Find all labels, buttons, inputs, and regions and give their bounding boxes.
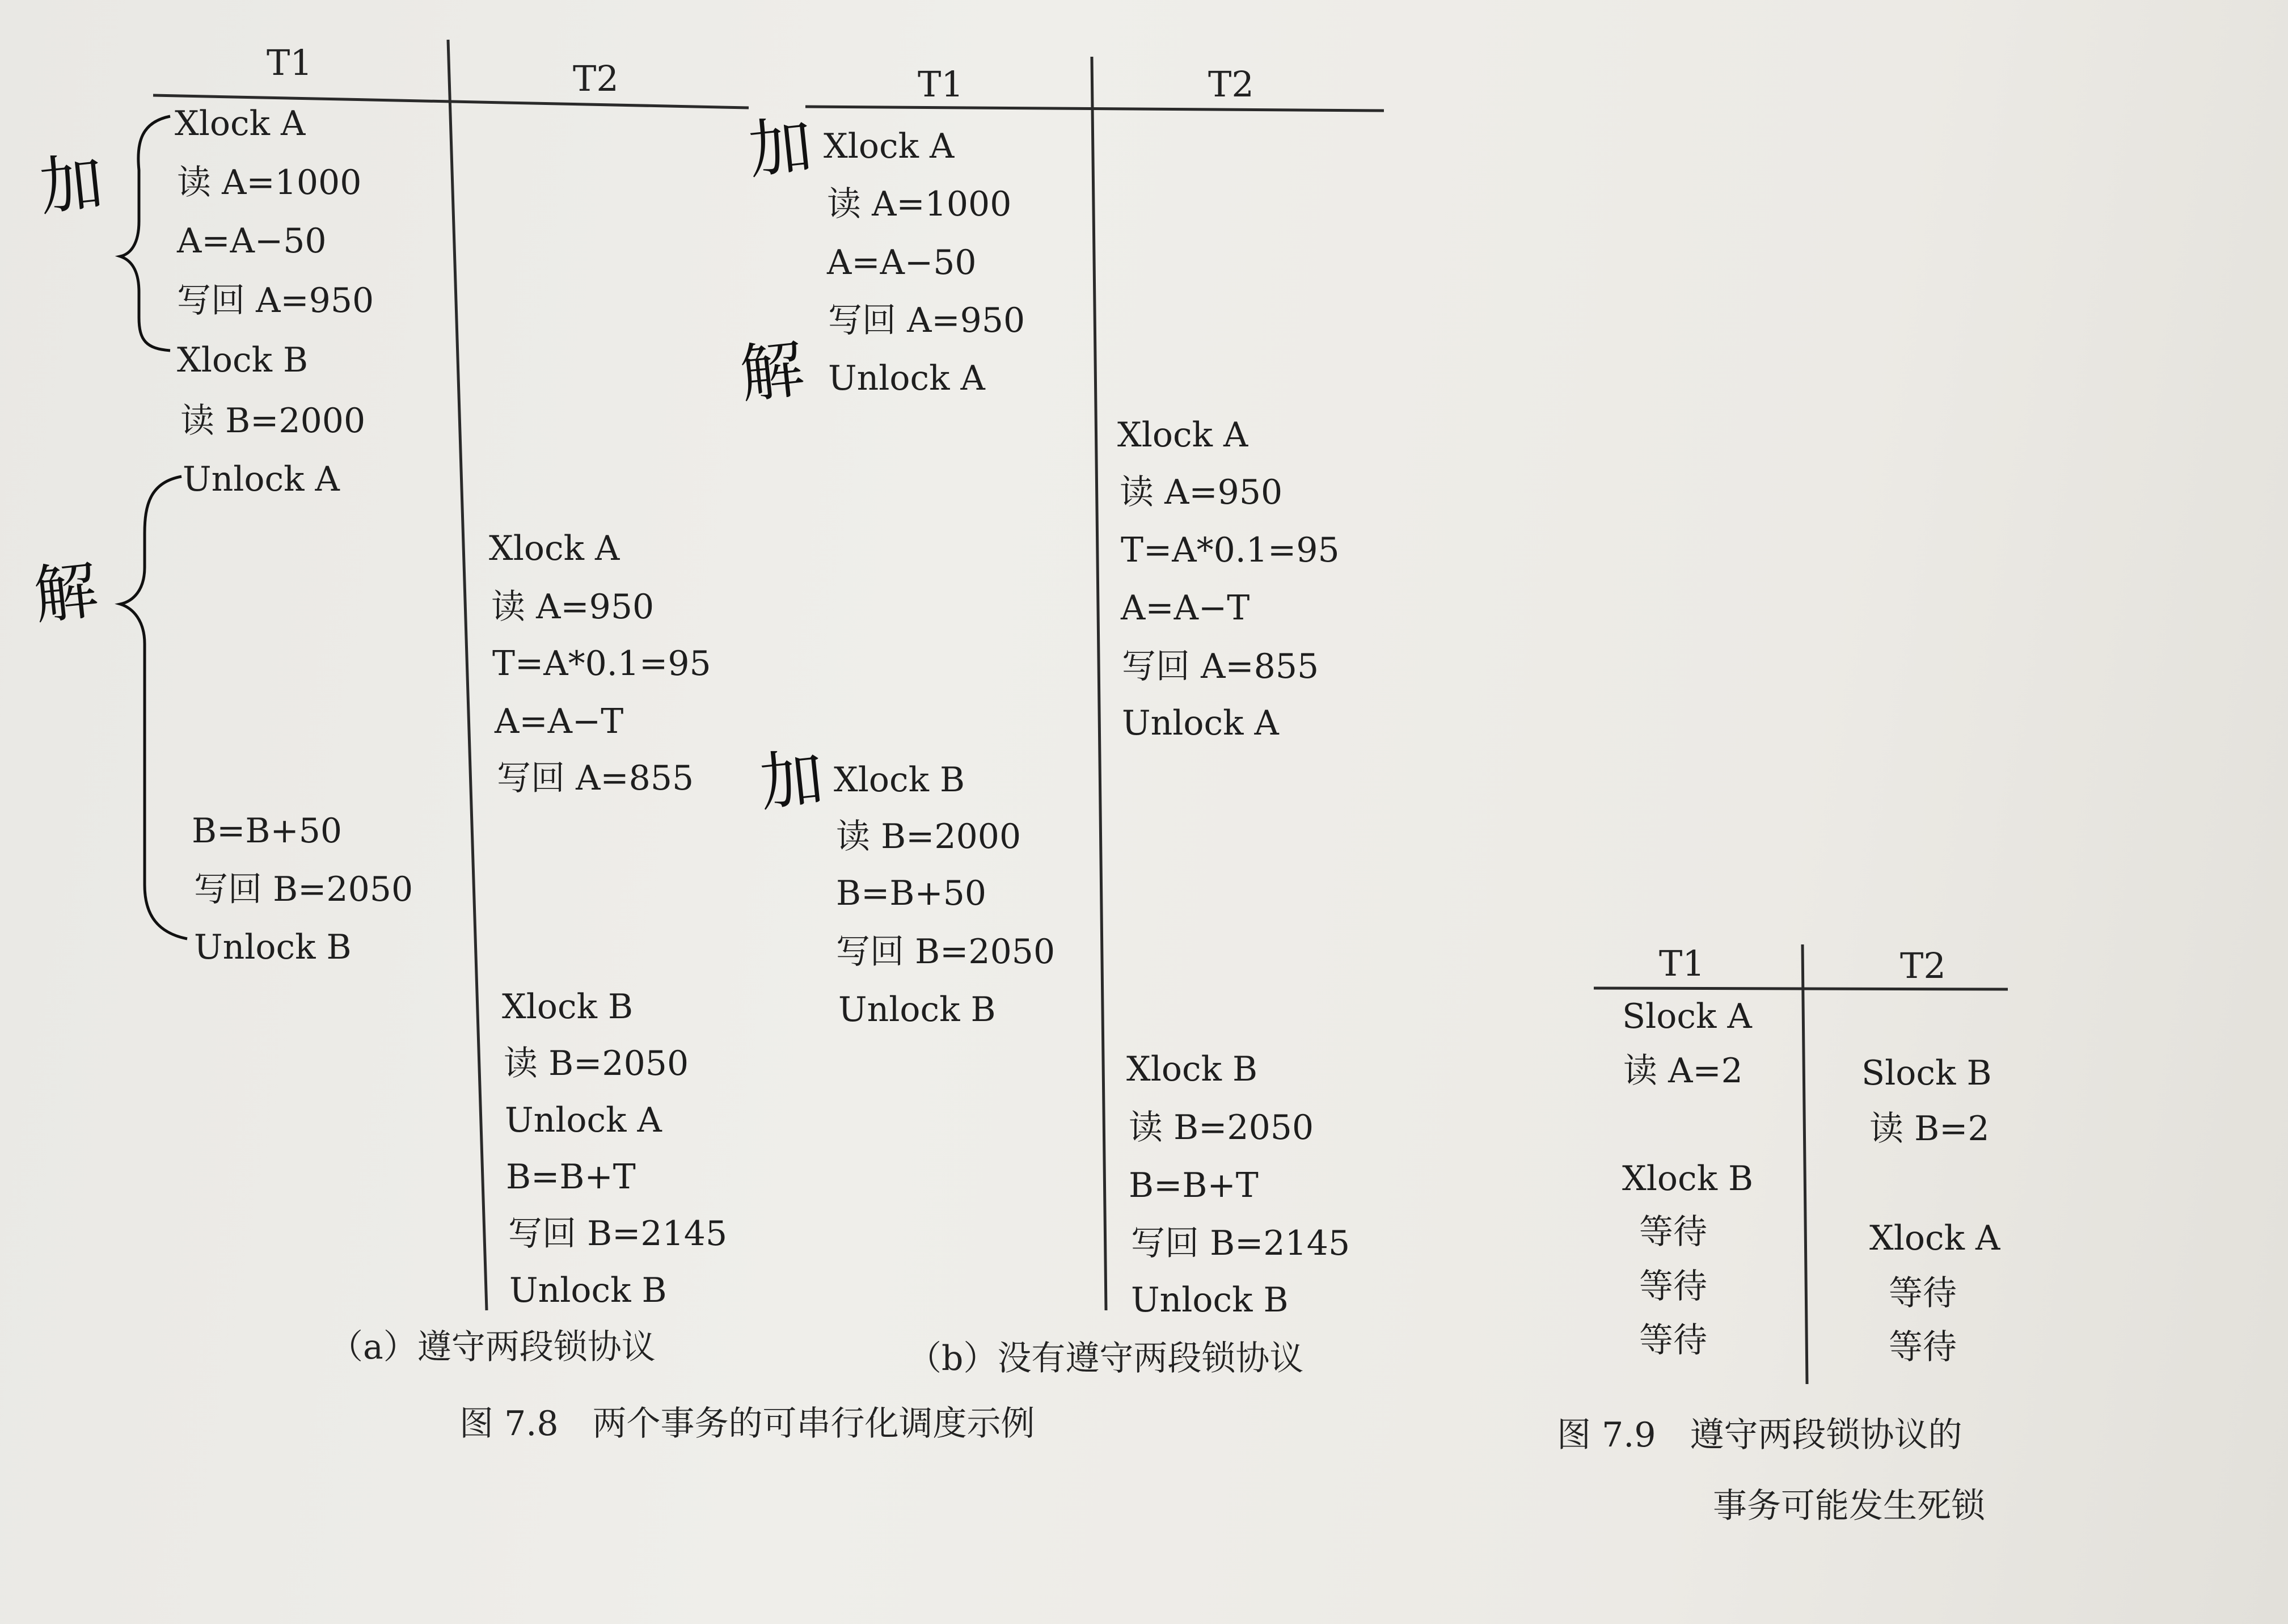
fig78b-t2-op: A=A−T: [1121, 588, 1250, 628]
fig78a-t1-op: 写回 A=950: [177, 281, 374, 320]
fig78b-header-t2: T2: [1208, 64, 1254, 105]
fig78b-t2-op: Xlock A: [1117, 415, 1248, 455]
fig78b-header-t1: T1: [918, 64, 964, 105]
fig78a-caption: （a）遵守两段锁协议: [329, 1327, 656, 1367]
fig78a-t2-op: 读 B=2050: [504, 1044, 689, 1083]
fig78b-t2-op: B=B+T: [1129, 1166, 1259, 1205]
fig79-t2-op: 读 B=2: [1869, 1109, 1990, 1149]
fig78a-t1-op: B=B+50: [192, 811, 343, 851]
fig78b-caption: （b）没有遵守两段锁协议: [907, 1339, 1304, 1378]
fig78a-t1-op: 读 B=2000: [180, 401, 366, 441]
fig79-t2-op: Xlock A: [1869, 1218, 2000, 1258]
fig79-t1-op: 等待: [1639, 1321, 1707, 1360]
fig78a-t1-op: 读 A=1000: [177, 163, 362, 203]
fig78b-t1-op: 写回 B=2050: [836, 932, 1056, 972]
fig78a-t2-op: A=A−T: [495, 702, 624, 741]
fig78b-t1-op: 读 B=2000: [836, 817, 1021, 857]
fig79-t1-op: Xlock B: [1622, 1159, 1754, 1199]
fig78a-t2-op: 读 A=950: [491, 587, 655, 627]
fig79-header-t2: T2: [1900, 945, 1946, 986]
fig78a-t2-op: Xlock B: [502, 987, 634, 1027]
fig78a-t2-op: T=A*0.1=95: [492, 644, 711, 684]
fig78a-t1-op: Xlock A: [175, 104, 306, 144]
fig78-caption: 图 7.8 两个事务的可串行化调度示例: [459, 1404, 1035, 1444]
fig78b-t1-op: Xlock B: [834, 760, 965, 800]
fig78a-t1-op: Unlock A: [183, 459, 340, 499]
fig79-t1-op: Slock A: [1622, 997, 1752, 1036]
fig79-caption-line2: 事务可能发生死锁: [1713, 1486, 1985, 1526]
fig79-header-t1: T1: [1659, 943, 1705, 984]
fig78a-t2-op: B=B+T: [506, 1157, 636, 1197]
fig78b-t1-op: Unlock A: [828, 358, 985, 398]
fig78a-t2-op: Unlock A: [505, 1100, 662, 1140]
fig78b-t1-op: 读 A=1000: [827, 184, 1012, 224]
fig79-t1-op: 等待: [1639, 1212, 1707, 1252]
fig78b-t1-op: 写回 A=950: [828, 301, 1025, 340]
fig78b-t2-op: Unlock A: [1122, 703, 1279, 743]
fig78a-t2-op: 写回 A=855: [497, 758, 694, 798]
fig79-t2-op: Slock B: [1861, 1053, 1992, 1093]
fig78b-t2-op: Xlock B: [1126, 1049, 1258, 1089]
fig78a-header-t1: T1: [267, 42, 313, 83]
fig78a-t1-op: A=A−50: [177, 221, 327, 261]
fig78b-t1-op: Unlock B: [838, 990, 996, 1030]
fig78b-t1-op: B=B+50: [836, 874, 987, 913]
fig79-t2-op: 等待: [1889, 1327, 1957, 1367]
fig79-t1-op: 等待: [1639, 1267, 1707, 1306]
fig78b-t2-op: 写回 B=2145: [1131, 1224, 1350, 1263]
fig79-caption-line1: 图 7.9 遵守两段锁协议的: [1557, 1415, 1962, 1455]
fig78a-header-t2: T2: [573, 58, 619, 99]
fig78b-t2-op: T=A*0.1=95: [1121, 530, 1340, 570]
fig78a-t2-op: 写回 B=2145: [508, 1214, 728, 1254]
fig78a-t1-op: Unlock B: [194, 927, 352, 967]
handwritten-unlock-note: 解: [736, 332, 808, 412]
fig78a-t2-op: Xlock A: [489, 529, 620, 568]
fig78b-t2-op: 读 B=2050: [1129, 1108, 1314, 1148]
fig78b-t1-op: Xlock A: [824, 126, 955, 166]
fig79-t2-op: 等待: [1889, 1273, 1957, 1313]
fig78b-t2-op: 读 A=950: [1120, 473, 1283, 512]
fig78a-t1-op: Xlock B: [177, 340, 309, 380]
fig78a-t1-op: 写回 B=2050: [194, 870, 413, 909]
fig78b-t1-op: A=A−50: [827, 243, 977, 282]
handwritten-lock-note: 加: [745, 108, 816, 188]
fig78b-t2-op: 写回 A=855: [1122, 647, 1319, 686]
fig79-t1-op: 读 A=2: [1623, 1051, 1743, 1091]
handwritten-lock-note: 加: [756, 740, 828, 821]
fig78b-t2-op: Unlock B: [1131, 1280, 1289, 1320]
fig78a-t2-op: Unlock B: [509, 1271, 667, 1310]
handwritten-unlock-note: 解: [30, 553, 102, 634]
handwritten-lock-note: 加: [36, 145, 107, 225]
